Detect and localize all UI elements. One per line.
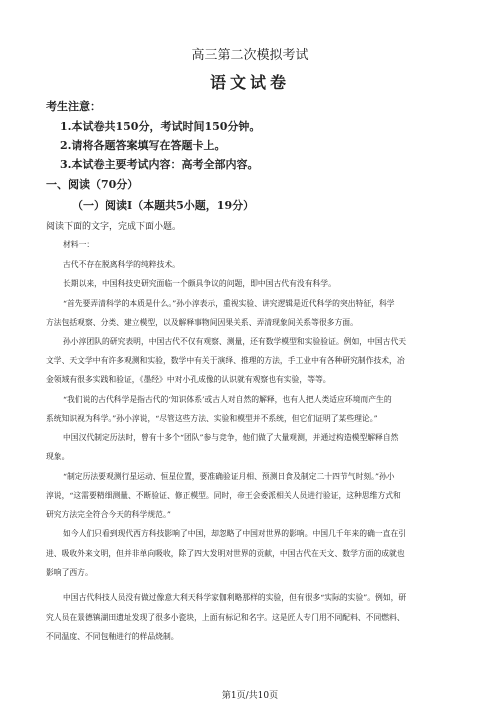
- passage-line: 中国汉代制定历法时，曾有十多个“团队”参与竞争，他们做了大量观测，并通过构造模型解释自然: [63, 433, 399, 442]
- passage-line: 中国古代科技人员没有做过像意大利天科学家伽利略那样的实验，但有很多“实际的实验”。例如，研: [63, 593, 407, 602]
- passage-line: 长期以来，中国科技史研究面临一个颇具争议的问题，即中国古代有没有科学。: [63, 279, 336, 288]
- passage-line: 材料一：: [63, 240, 95, 249]
- reading-instruction: 阅读下面的文字，完成下面小题。: [46, 222, 182, 232]
- passage-line: 淳说，“这需要精细测量、不断验证、修正模型。同时，帝王会委派相关人员进行验证，这种思维方式和: [46, 491, 401, 500]
- passage-line: 孙小淳团队的研究表明，中国古代不仅有观察、测量，还有数学模型和实验验证。例如，中国古代天: [63, 337, 407, 346]
- section-title: 一、阅读（70分）: [46, 178, 139, 191]
- paper-title: 语文试卷: [209, 73, 290, 92]
- notice-item: 2.请将各题答案填写在答题卡上。: [60, 139, 226, 152]
- passage-line: 不同温度、不同包釉进行的样品烧制。: [46, 632, 179, 641]
- passage-line: 方法包括观察、分类、建立模型，以及解释事物间因果关系、弄清现象间关系等很多方面。: [46, 318, 358, 327]
- notice-item: 1.本试卷共150分，考试时间150分钟。: [60, 120, 261, 133]
- passage-line: 如今人们只看到现代西方科技影响了中国，却忽略了中国对世界的影响。中国几千年来的确一直在引: [63, 529, 407, 538]
- passage-line: 究人员在景德镇湖田遗址发现了很多小瓷块，上面有标记和名字。这是匠人专门用不同配料、不同燃料、: [46, 613, 405, 622]
- passage-line: 现象。: [46, 452, 70, 461]
- passage-line: 影响了西方。: [46, 568, 93, 577]
- passage-line: “制定历法要观测行星运动、恒星位置，要准确验证月相、预测日食及制定二十四节气时刻。”孙小: [63, 472, 395, 481]
- passage-line: 古代不存在脱离科学的纯粹技术。: [63, 260, 180, 269]
- notice-item: 3.本试卷主要考试内容：高考全部内容。: [60, 158, 259, 171]
- passage-line: “我们说的古代科学是指古代的‘知识体系’或古人对自然的解释，也有人把人类适应环境而产生的: [63, 395, 392, 404]
- passage-line: 研究方法完全符合今天的科学规范。”: [46, 510, 171, 519]
- passage-line: 进、吸收外来文明，但并非单向吸收，除了四大发明对世界的贡献，中国古代在天文、数学方面的成就也: [46, 549, 405, 558]
- page-number: 第1页/共10页: [221, 691, 279, 701]
- passage-line: 系统知识视为科学。”孙小淳说，“尽管这些方法、实验和模型并不系统，但它们证明了某些理论。”: [46, 414, 378, 423]
- subsection-title: （一）阅读Ⅰ（本题共5小题，19分）: [72, 199, 255, 212]
- passage-line: 金领域有很多实践和验证，《墨经》中对小孔成像的认识就有观察也有实验，等等。: [46, 375, 331, 384]
- passage-line: 文学、天文学中有许多观测和实验，数学中有关于演绎、推理的方法，手工业中有各种研究制作技术，冶: [46, 356, 405, 365]
- passage-line: “首先要弄清科学的本质是什么。”孙小淳表示，重视实验、讲究逻辑是近代科学的突出特征，科学: [63, 299, 395, 308]
- notice-heading: 考生注意：: [46, 100, 101, 113]
- exam-title: 高三第二次模拟考试: [191, 48, 309, 63]
